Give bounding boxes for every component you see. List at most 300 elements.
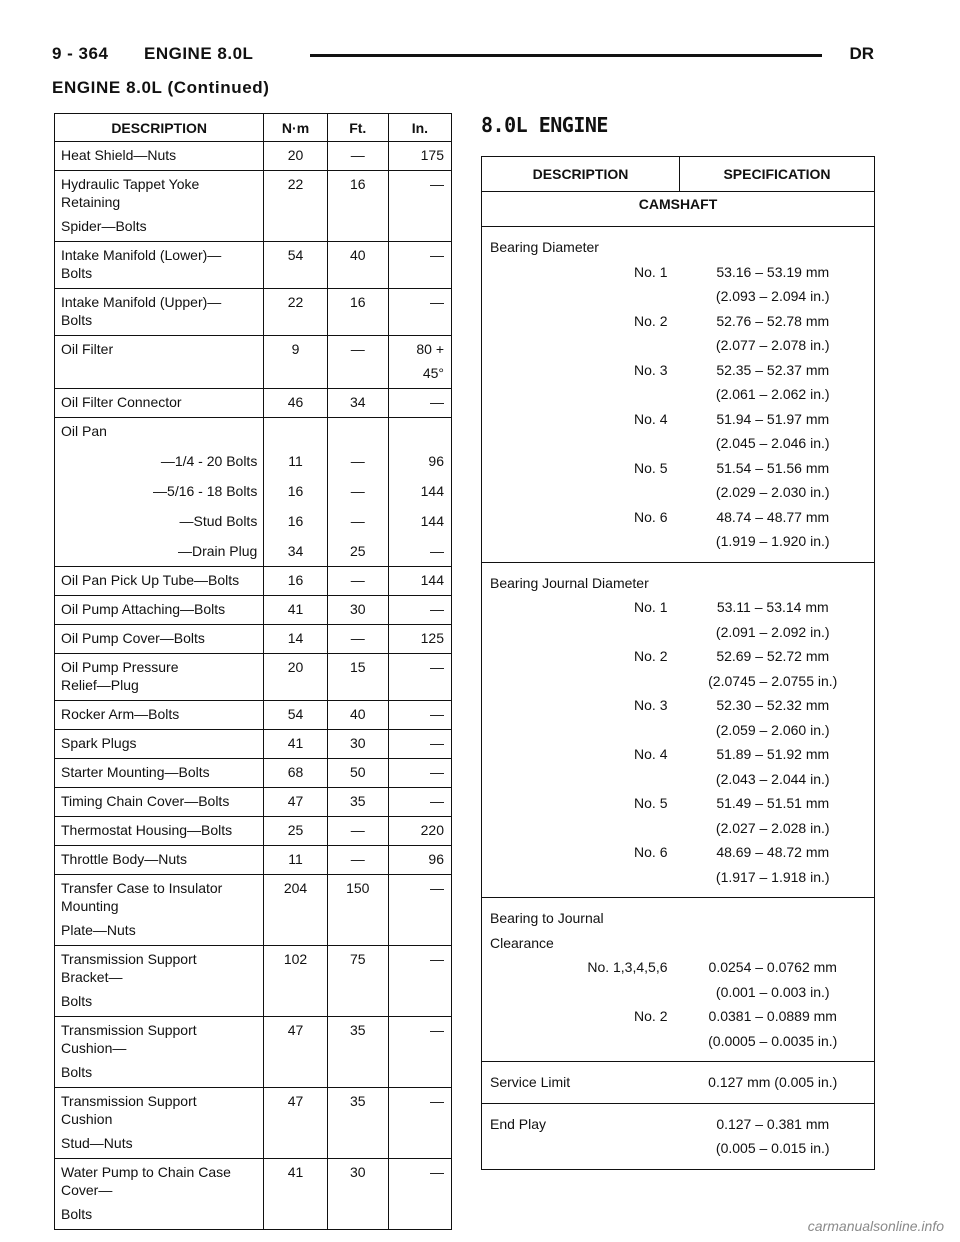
value-ft xyxy=(327,567,388,596)
header-rule xyxy=(310,54,822,57)
spec-label xyxy=(482,382,680,407)
spec-value: (2.027 – 2.028 in.) xyxy=(715,819,830,836)
value-nm-text: 16 xyxy=(287,513,304,529)
spec-value: 52.76 – 52.78 mm xyxy=(716,312,830,329)
spec-label xyxy=(482,980,680,1005)
spec-value: (2.091 – 2.092 in.) xyxy=(715,623,830,640)
value-ft-text: — xyxy=(350,453,365,469)
description-line: Intake Manifold (Upper)— xyxy=(61,294,222,310)
value-in xyxy=(388,846,451,875)
value-in-text: 144 xyxy=(420,513,444,529)
value-in-text: — xyxy=(430,880,444,896)
spec-label: No. 2 xyxy=(634,312,668,329)
spec-label xyxy=(482,865,680,898)
spec-value: (2.0745 – 2.0755 in.) xyxy=(708,672,838,689)
value-ft xyxy=(327,759,388,788)
spec-label: No. 4 xyxy=(634,746,668,762)
value-in-text: — xyxy=(430,1093,444,1109)
value-in-text: — xyxy=(430,951,444,967)
value-ft-text: 50 xyxy=(349,764,366,780)
value-ft xyxy=(327,701,388,730)
value-in xyxy=(388,142,451,171)
spec-row xyxy=(482,1029,875,1062)
row-description xyxy=(55,654,264,701)
col-in: In. xyxy=(388,114,451,142)
value-ft xyxy=(327,817,388,846)
page-number: 9 - 364 xyxy=(52,44,109,63)
spec-label xyxy=(482,669,680,694)
spec-row xyxy=(482,955,875,980)
description-line: Cushion xyxy=(61,1111,113,1127)
value-ft xyxy=(327,171,388,242)
value-ft-text: — xyxy=(350,630,365,646)
spec-label xyxy=(482,480,680,505)
value-ft-text: — xyxy=(350,851,365,867)
spec-label: No. 2 xyxy=(634,1008,668,1024)
spec-label: No. 4 xyxy=(634,410,668,427)
value-in xyxy=(388,1017,451,1088)
value-nm xyxy=(264,596,327,625)
value-ft-text: — xyxy=(350,513,365,529)
description-line: Spider—Bolts xyxy=(61,218,147,234)
spec-label xyxy=(482,816,680,841)
value-nm xyxy=(264,506,327,536)
value-in-text: — xyxy=(430,793,444,809)
spec-row xyxy=(482,669,875,694)
value-nm-text: 16 xyxy=(287,572,304,588)
value-in xyxy=(388,171,451,242)
row-description: —5/16 - 18 Bolts xyxy=(153,483,258,499)
spec-row xyxy=(482,898,875,931)
description-line: Cushion— xyxy=(61,1040,127,1056)
spec-label: No. 2 xyxy=(634,648,668,664)
value-nm-text: 41 xyxy=(287,735,304,751)
value-nm-text: 47 xyxy=(287,1093,304,1109)
row-description xyxy=(55,817,264,846)
spec-value: (2.059 – 2.060 in.) xyxy=(715,721,830,738)
description-line: Oil Pan Pick Up Tube—Bolts xyxy=(61,572,240,588)
row-description xyxy=(55,875,264,946)
spec-row xyxy=(482,505,875,530)
value-in-text: 144 xyxy=(420,572,444,588)
value-ft xyxy=(327,1017,388,1088)
table-row xyxy=(55,142,452,171)
table-row xyxy=(55,242,452,289)
spec-label: No. 1 xyxy=(634,263,668,280)
spec-row xyxy=(482,456,875,481)
description-line: Rocker Arm—Bolts xyxy=(61,706,180,722)
value-ft xyxy=(327,142,388,171)
spec-row xyxy=(482,431,875,456)
spec-section-title: 8.0L ENGINE xyxy=(481,113,608,137)
value-ft xyxy=(327,596,388,625)
description-line: Transmission Support xyxy=(61,951,197,967)
value-ft-text: — xyxy=(350,483,365,499)
value-nm xyxy=(264,389,327,418)
spec-label xyxy=(482,333,680,358)
value-in-text: 96 xyxy=(428,453,444,469)
spec-group-heading: Clearance xyxy=(490,934,554,951)
value-nm xyxy=(264,171,327,242)
model-code: DR xyxy=(849,44,874,63)
value-nm-text: 54 xyxy=(287,247,304,263)
description-line: Relief—Plug xyxy=(61,677,139,693)
table-row xyxy=(55,654,452,701)
spec-row xyxy=(482,333,875,358)
description-line: Oil Pump Pressure xyxy=(61,659,179,675)
spec-row xyxy=(482,840,875,865)
value-ft-text: 30 xyxy=(349,735,366,751)
value-nm xyxy=(264,536,327,567)
description-line: Starter Mounting—Bolts xyxy=(61,764,210,780)
table-row xyxy=(55,536,452,567)
value-in-text: — xyxy=(430,735,444,751)
value-in-text: 175 xyxy=(420,147,444,163)
value-nm-text: 11 xyxy=(288,453,303,469)
value-ft-text: 16 xyxy=(349,294,366,310)
value-nm-text: 68 xyxy=(287,764,304,780)
value-nm-text: 22 xyxy=(287,176,304,192)
description-line: Transmission Support xyxy=(61,1022,197,1038)
description-line: Stud—Nuts xyxy=(61,1135,133,1151)
spec-row xyxy=(482,260,875,285)
spec-row xyxy=(482,1062,875,1104)
spec-row xyxy=(482,767,875,792)
spec-row xyxy=(482,1136,875,1169)
spec-value: (2.045 – 2.046 in.) xyxy=(715,435,830,451)
value-in-text: — xyxy=(430,659,444,675)
row-description xyxy=(55,142,264,171)
value-in xyxy=(388,946,451,1017)
table-row xyxy=(55,446,452,476)
spec-label: No. 5 xyxy=(634,459,668,476)
description-line: Bolts xyxy=(61,265,93,281)
description-line: Plate—Nuts xyxy=(61,922,136,938)
table-row xyxy=(55,567,452,596)
value-nm-text: 20 xyxy=(287,659,304,675)
value-ft-text: — xyxy=(350,572,365,588)
row-description xyxy=(55,846,264,875)
value-nm xyxy=(264,336,327,389)
value-nm xyxy=(264,701,327,730)
col-spec-description: DESCRIPTION xyxy=(482,157,680,192)
spec-value: 52.35 – 52.37 mm xyxy=(716,361,830,378)
value-ft xyxy=(327,946,388,1017)
value-nm-text: 22 xyxy=(287,294,304,310)
value-in xyxy=(388,1159,451,1230)
value-nm-text: 47 xyxy=(287,793,304,809)
value-ft xyxy=(327,506,388,536)
description-line: Timing Chain Cover—Bolts xyxy=(61,793,230,809)
spec-value: 0.0254 – 0.0762 mm xyxy=(708,959,837,975)
value-nm-text: 47 xyxy=(287,1022,304,1038)
value-nm xyxy=(264,567,327,596)
value-ft-text: 35 xyxy=(349,1022,366,1038)
spec-label xyxy=(482,284,680,309)
row-description xyxy=(55,242,264,289)
row-description xyxy=(55,1088,264,1159)
value-in xyxy=(388,242,451,289)
value-in xyxy=(388,817,451,846)
spec-label xyxy=(482,1136,680,1169)
value-ft xyxy=(327,1159,388,1230)
value-ft xyxy=(327,289,388,336)
spec-value: 52.30 – 52.32 mm xyxy=(716,697,830,713)
description-line: Mounting xyxy=(61,898,119,914)
table-row xyxy=(55,730,452,759)
value-nm-text: 204 xyxy=(283,880,308,896)
row-description: —Drain Plug xyxy=(177,543,258,559)
spec-group-heading: Bearing Journal Diameter xyxy=(482,562,875,595)
spec-row xyxy=(482,595,875,620)
value-ft xyxy=(327,875,388,946)
spec-label: No. 3 xyxy=(634,697,668,713)
value-nm xyxy=(264,242,327,289)
value-nm-text: 16 xyxy=(287,483,304,499)
spec-label: No. 5 xyxy=(634,795,668,811)
description-line: Hydraulic Tappet Yoke xyxy=(61,176,200,192)
value-in xyxy=(388,567,451,596)
value-ft xyxy=(327,654,388,701)
row-description: —Stud Bolts xyxy=(179,513,258,529)
row-description xyxy=(55,1159,264,1230)
description-line: Bracket— xyxy=(61,969,123,985)
value-nm xyxy=(264,1159,327,1230)
spec-group-heading: Bearing Diameter xyxy=(490,239,599,255)
value-nm-text: 54 xyxy=(287,706,304,722)
row-description xyxy=(55,289,264,336)
spec-value: (0.005 – 0.015 in.) xyxy=(715,1140,830,1156)
value-ft-text: 40 xyxy=(349,247,366,263)
value-nm xyxy=(264,730,327,759)
value-nm-text: 46 xyxy=(287,394,304,410)
table-row xyxy=(55,1017,452,1088)
spec-value: 52.69 – 52.72 mm xyxy=(716,648,830,664)
row-description xyxy=(55,759,264,788)
spec-row xyxy=(482,1103,875,1136)
value-ft-text: 35 xyxy=(349,1093,366,1109)
row-description xyxy=(55,389,264,418)
continued-title: ENGINE 8.0L (Continued) xyxy=(52,78,270,97)
spec-row xyxy=(482,620,875,645)
table-row xyxy=(55,1159,452,1230)
description-line: Transfer Case to Insulator xyxy=(61,880,223,896)
value-in-text: — xyxy=(430,543,444,559)
col-description: DESCRIPTION xyxy=(55,114,264,142)
spec-value: 0.127 mm (0.005 in.) xyxy=(680,1062,875,1104)
value-in-extra: 45° xyxy=(422,365,444,381)
description-line: Intake Manifold (Lower)— xyxy=(61,247,222,263)
spec-row xyxy=(482,742,875,767)
description-line: Spark Plugs xyxy=(61,735,137,751)
value-nm-text: 20 xyxy=(287,147,304,163)
value-ft xyxy=(327,788,388,817)
spec-row xyxy=(482,562,875,595)
value-in-text: — xyxy=(430,394,444,410)
spec-label: No. 6 xyxy=(634,844,668,860)
row-description xyxy=(55,625,264,654)
spec-body xyxy=(482,227,875,1170)
spec-row xyxy=(482,865,875,898)
spec-value: (2.043 – 2.044 in.) xyxy=(715,770,830,787)
spec-label: End Play xyxy=(482,1103,680,1136)
table-row xyxy=(55,418,452,447)
value-ft xyxy=(327,846,388,875)
page-header xyxy=(52,44,874,72)
spec-label: No. 1 xyxy=(634,599,668,615)
spec-value: 51.89 – 51.92 mm xyxy=(716,746,830,762)
value-ft xyxy=(327,476,388,506)
value-ft-text: 25 xyxy=(349,543,366,559)
spec-value: (0.0005 – 0.0035 in.) xyxy=(708,1032,838,1049)
value-in xyxy=(388,418,451,447)
spec-label: Service Limit xyxy=(482,1062,680,1104)
spec-value: 51.54 – 51.56 mm xyxy=(716,459,830,476)
value-in xyxy=(388,596,451,625)
description-line: Bolts xyxy=(61,1206,93,1222)
table-row xyxy=(55,476,452,506)
table-row xyxy=(55,625,452,654)
value-nm-text: 14 xyxy=(287,630,304,646)
row-description xyxy=(55,788,264,817)
value-in-text: — xyxy=(430,706,444,722)
value-in xyxy=(388,536,451,567)
value-nm xyxy=(264,625,327,654)
table-row xyxy=(55,289,452,336)
value-in xyxy=(388,1088,451,1159)
table-row xyxy=(55,336,452,389)
value-in xyxy=(388,476,451,506)
spec-value: 53.11 – 53.14 mm xyxy=(716,599,829,615)
value-in xyxy=(388,701,451,730)
value-nm xyxy=(264,1088,327,1159)
col-specification: SPECIFICATION xyxy=(680,157,875,192)
description-line: Thermostat Housing—Bolts xyxy=(61,822,233,838)
value-ft-text: — xyxy=(350,341,365,357)
value-nm xyxy=(264,946,327,1017)
table-row xyxy=(55,171,452,242)
value-nm xyxy=(264,654,327,701)
row-description xyxy=(55,1017,264,1088)
spec-value: 0.127 – 0.381 mm xyxy=(680,1103,875,1136)
value-ft xyxy=(327,1088,388,1159)
row-description xyxy=(55,596,264,625)
spec-group-heading: Bearing to Journal xyxy=(482,898,875,931)
value-ft xyxy=(327,336,388,389)
value-ft-text: 75 xyxy=(349,951,366,967)
row-description xyxy=(55,730,264,759)
table-row xyxy=(55,946,452,1017)
table-row xyxy=(55,759,452,788)
spec-row xyxy=(482,1004,875,1029)
value-nm-text: 34 xyxy=(287,543,304,559)
spec-value: (2.093 – 2.094 in.) xyxy=(715,288,830,304)
value-ft-text: 35 xyxy=(349,793,366,809)
value-in-text: — xyxy=(430,1022,444,1038)
spec-row xyxy=(482,529,875,562)
value-nm xyxy=(264,1017,327,1088)
row-description xyxy=(55,946,264,1017)
col-nm: N·m xyxy=(264,114,327,142)
table-row xyxy=(55,506,452,536)
spec-value: (2.077 – 2.078 in.) xyxy=(715,337,830,353)
value-in xyxy=(388,625,451,654)
description-line: Oil Pump Attaching—Bolts xyxy=(61,601,226,617)
value-in-text: 220 xyxy=(420,822,444,838)
value-in-text: — xyxy=(430,601,444,617)
spec-label xyxy=(482,529,680,562)
spec-label xyxy=(482,718,680,743)
table-row xyxy=(55,389,452,418)
spec-value: 53.16 – 53.19 mm xyxy=(716,263,830,280)
value-in-text: 80 + xyxy=(416,341,444,357)
value-ft xyxy=(327,389,388,418)
value-nm-text: 9 xyxy=(291,341,300,357)
description-line: Throttle Body—Nuts xyxy=(61,851,188,867)
torque-body xyxy=(55,142,452,1230)
value-ft-text: 30 xyxy=(349,1164,366,1180)
spec-label: No. 3 xyxy=(634,361,668,378)
spec-label xyxy=(482,767,680,792)
row-description xyxy=(55,701,264,730)
torque-table xyxy=(54,113,452,1230)
value-in xyxy=(388,336,451,389)
camshaft-subheader: CAMSHAFT xyxy=(482,192,875,227)
description-line: Bolts xyxy=(61,312,93,328)
col-ft: Ft. xyxy=(327,114,388,142)
value-ft xyxy=(327,625,388,654)
value-ft xyxy=(327,446,388,476)
value-nm xyxy=(264,759,327,788)
row-description xyxy=(55,567,264,596)
spec-row xyxy=(482,693,875,718)
value-in xyxy=(388,875,451,946)
value-ft xyxy=(327,536,388,567)
spec-value: 48.69 – 48.72 mm xyxy=(716,844,830,860)
value-in-text: — xyxy=(430,294,444,310)
spec-row xyxy=(482,407,875,432)
spec-row xyxy=(482,358,875,383)
description-line: Heat Shield—Nuts xyxy=(61,147,177,163)
spec-label xyxy=(482,431,680,456)
description-line: Oil Filter Connector xyxy=(61,394,182,410)
spec-header-row xyxy=(482,157,875,192)
spec-label: No. 6 xyxy=(634,508,668,525)
value-nm-text: 102 xyxy=(283,951,308,967)
description-line: Cover— xyxy=(61,1182,113,1198)
spec-row xyxy=(482,791,875,816)
value-nm-text: 25 xyxy=(287,822,304,838)
table-row xyxy=(55,701,452,730)
description-line: Bolts xyxy=(61,1064,93,1080)
table-row xyxy=(55,875,452,946)
description-line: Water Pump to Chain Case xyxy=(61,1164,231,1180)
value-ft-text: 30 xyxy=(349,601,366,617)
spec-value: 48.74 – 48.77 mm xyxy=(716,508,830,525)
spec-value: (1.917 – 1.918 in.) xyxy=(715,868,830,885)
value-nm xyxy=(264,875,327,946)
value-nm xyxy=(264,788,327,817)
value-ft-text: — xyxy=(350,822,365,838)
spec-value: (1.919 – 1.920 in.) xyxy=(715,533,830,549)
value-nm-text: 11 xyxy=(288,851,303,867)
spec-row xyxy=(482,227,875,260)
description-line: Retaining xyxy=(61,194,121,210)
value-ft-text: — xyxy=(350,147,365,163)
spec-value: (2.029 – 2.030 in.) xyxy=(715,484,830,500)
value-nm xyxy=(264,817,327,846)
value-nm xyxy=(264,142,327,171)
